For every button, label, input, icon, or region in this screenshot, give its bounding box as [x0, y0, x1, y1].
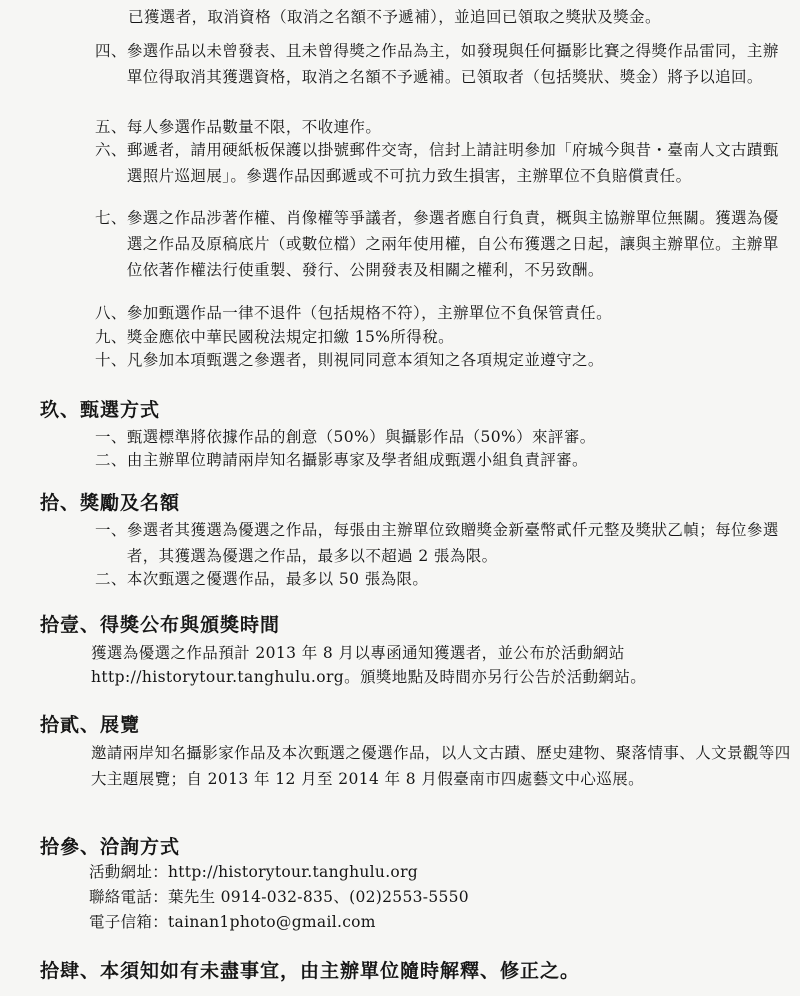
rule-text: 凡參加本項甄選之參選者，則視同同意本須知之各項規定並遵守之。	[126, 351, 604, 369]
item-number: 一、	[95, 428, 127, 446]
rule-text: 獎金應依中華民國稅法規定扣繳 15%所得稅。	[126, 328, 454, 346]
rule-item-4	[95, 38, 785, 90]
rule-number: 十、	[95, 351, 127, 369]
rule-text: 參加甄選作品一律不退件（包括規格不符），主辦單位不負保管責任。	[126, 304, 612, 322]
section-10-heading: 拾、獎勵及名額	[40, 492, 181, 514]
item-number: 二、	[95, 451, 127, 469]
rule-number: 七、	[95, 209, 127, 227]
rule-text: 郵遞者，請用硬紙板保護以掛號郵件交寄，信封上請註明參加「府城今與昔・臺南人文古蹟甄選照片巡迴展」。參選作品因郵遞或不可抗力致生損害，主辦單位不負賠償責任。	[126, 141, 779, 185]
rule-text: 參選作品以未曾發表、且未曾得獎之作品為主，如發現與任何攝影比賽之得獎作品雷同，主辦單位得取消其獲選資格，取消之名額不予遞補。已領取者（包括獎狀、獎金）將予以追回。	[126, 42, 779, 86]
rule-text: 參選之作品涉著作權、肖像權等爭議者，參選者應自行負責，概與主協辦單位無關。獲選為優選之作品及原稿底片（或數位檔）之兩年使用權，自公布獲選之日起，讓與主辦單位。主辦單位依著作權法行使重製、發行、公開發表及相關之權利，不另致酬。	[126, 209, 779, 279]
rule-item-8	[95, 300, 785, 326]
section-11-line-1: 獲選為優選之作品預計 2013 年 8 月以專函通知獲選者，並公布於活動網站	[91, 644, 625, 662]
rule-number: 六、	[95, 141, 127, 159]
contact-website: 活動網址：http://historytour.tanghulu.org	[89, 863, 418, 881]
rule-number: 八、	[95, 304, 127, 322]
section-9-heading: 玖、甄選方式	[40, 399, 161, 421]
item-number: 一、	[95, 521, 127, 539]
section-9-item	[95, 447, 785, 473]
item-text: 參選者其獲選為優選之作品，每張由主辦單位致贈獎金新臺幣貳仟元整及獎狀乙幀；每位參選者，其獲選為優選之作品，最多以不超過 2 張為限。	[126, 521, 779, 565]
item-text: 由主辦單位聘請兩岸知名攝影專家及學者組成甄選小組負責評審。	[126, 451, 588, 469]
item-number: 二、	[95, 570, 127, 588]
section-11-heading: 拾壹、得獎公布與頒獎時間	[40, 614, 281, 636]
contact-email: 電子信箱：tainan1photo@gmail.com	[89, 913, 376, 931]
rule-item-6	[95, 137, 785, 189]
rule-item-10	[95, 347, 785, 373]
section-12-text: 邀請兩岸知名攝影家作品及本次甄選之優選作品，以人文古蹟、歷史建物、聚落情事、人文景觀等四大主題展覽；自 2013 年 12 月至 2014 年 8 月假臺南市四處藝文中心巡展。	[91, 744, 791, 788]
rule-number: 九、	[95, 328, 127, 346]
section-12-heading: 拾貳、展覽	[40, 714, 141, 736]
section-13-heading: 拾參、洽詢方式	[40, 836, 181, 858]
contact-phone: 聯絡電話：葉先生 0914-032-835、(02)2553-5550	[89, 888, 469, 906]
rule-text: 每人參選作品數量不限，不收連作。	[126, 118, 382, 136]
item-text: 甄選標準將依據作品的創意（50%）與攝影作品（50%）來評審。	[126, 428, 596, 446]
section-10-item	[95, 517, 785, 569]
section-10-item	[95, 566, 785, 592]
continuation-text: 已獲選者，取消資格（取消之名額不予遞補），並追回已領取之獎狀及獎金。	[128, 8, 661, 26]
section-11-line-2: http://historytour.tanghulu.org。頒獎地點及時間亦另行公告於活動網站。	[91, 668, 647, 686]
rule-number: 四、	[95, 42, 127, 60]
item-text: 本次甄選之優選作品，最多以 50 張為限。	[126, 570, 429, 588]
rule-item-7	[95, 205, 785, 283]
rule-number: 五、	[95, 118, 127, 136]
section-14-heading: 拾肆、本須知如有未盡事宜，由主辦單位隨時解釋、修正之。	[40, 960, 581, 982]
